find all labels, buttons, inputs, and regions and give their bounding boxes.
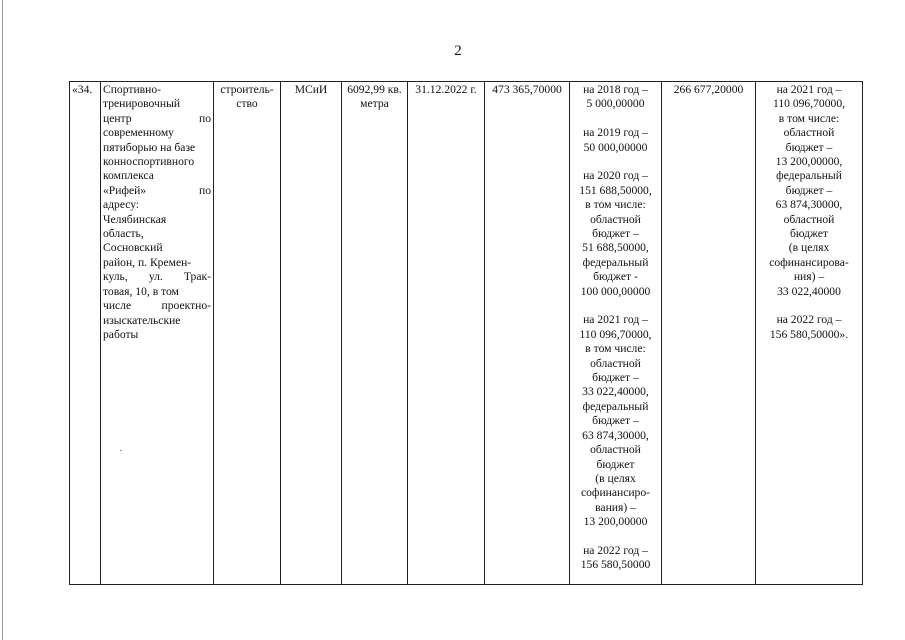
object-name-line [103, 97, 211, 111]
financing-line: софинансиро- [580, 486, 651, 500]
customer-text: МСиИ [294, 83, 328, 96]
financing-line: 5 000,00000 [586, 97, 645, 111]
financing-line: в том числе: [585, 198, 646, 212]
object-name-line [103, 126, 211, 140]
object-name-word: современному [103, 126, 174, 140]
row-number: «34. [72, 83, 93, 96]
remaining-line: федеральный [776, 169, 842, 183]
financing-line: на 2021 год – [583, 313, 648, 327]
work-type-cell [214, 82, 281, 585]
page-number: 2 [454, 43, 462, 59]
remaining-line: на 2021 год – [776, 83, 842, 96]
object-name-word: по [198, 111, 211, 125]
blank-line [572, 299, 659, 313]
page-left-edge-rule [2, 0, 3, 640]
remaining-line: (в целях [788, 241, 830, 255]
customer-cell [281, 82, 342, 585]
remaining-line: ния) – [793, 270, 825, 284]
object-name-word: Челябинская [103, 212, 167, 226]
remaining-line: бюджет – [785, 183, 833, 197]
object-name-word: изыскательские [103, 313, 181, 327]
financing-by-year-text [572, 83, 659, 573]
deadline-text: 31.12.2022 г. [415, 83, 477, 96]
investment-object-table [69, 81, 863, 585]
remaining-line: в том числе: [778, 111, 840, 125]
object-name-word: тренировочный [103, 97, 181, 111]
financing-line: на 2020 год – [583, 169, 648, 183]
capacity-line: метра [360, 97, 389, 111]
object-name-word: Сосновский [103, 241, 163, 255]
object-name-line [103, 198, 211, 212]
financing-line: бюджет - [593, 270, 638, 284]
remaining-line: 13 200,00000, [775, 155, 843, 169]
object-name-line [103, 328, 211, 342]
table-row [70, 82, 863, 585]
financing-line: 51 688,50000, [582, 241, 649, 255]
object-name-word: центр [103, 111, 132, 125]
remaining-line: бюджет [790, 227, 828, 241]
financing-line: в том числе: [585, 342, 646, 356]
remaining-line: бюджет – [785, 140, 833, 154]
financing-by-year-cell [570, 82, 662, 585]
object-name-word: Спортивно- [103, 83, 161, 96]
financing-line: 33 022,40000, [582, 385, 649, 399]
blank-line [572, 155, 659, 169]
remaining-line: на 2022 год – [776, 313, 842, 327]
financed-amount-text: 266 677,20000 [673, 83, 744, 96]
financing-line: на 2019 год – [583, 126, 648, 140]
remaining-line: областной [783, 212, 835, 226]
work-type-line: ство [236, 97, 258, 111]
scan-speck [120, 450, 122, 451]
object-name-line [103, 314, 211, 328]
financing-line: бюджет [596, 457, 635, 471]
object-name-word: ул. [148, 270, 163, 284]
remaining-line: софинансирова- [769, 255, 849, 269]
object-name-word: пятиборью на базе [103, 140, 196, 154]
remaining-line: 33 022,40000 [777, 284, 841, 298]
financing-line: бюджет – [592, 414, 639, 428]
object-name-line [103, 184, 211, 198]
object-name-line [103, 112, 211, 126]
object-name-line [103, 285, 211, 299]
remaining-line: областной [783, 126, 835, 140]
deadline-cell [408, 82, 485, 585]
financing-line: областной [590, 212, 641, 226]
object-name-line [103, 256, 211, 270]
financing-line: (в целях [595, 471, 636, 485]
object-name-word: конноспортивного [103, 155, 195, 169]
work-type-text [216, 83, 278, 112]
row-number-cell [70, 82, 101, 585]
object-name-word: Трак- [183, 270, 211, 284]
object-name-line [103, 270, 211, 284]
capacity-text [344, 83, 405, 112]
object-name-line [103, 227, 211, 241]
blank-line [758, 299, 860, 313]
object-name-word: комплекса [103, 169, 154, 183]
object-name-word: работы [103, 327, 139, 341]
object-name-word: по [198, 183, 211, 197]
remaining-financing-cell [756, 82, 863, 585]
financing-line: областной [590, 356, 641, 370]
object-name-word: проектно- [161, 299, 211, 313]
financing-line: 151 688,50000, [579, 183, 652, 197]
object-name-word: адресу: [103, 198, 140, 212]
object-name-word: «Рифей» [103, 183, 147, 197]
object-name-word: куль, [103, 270, 128, 284]
object-name-word: товая, 10, в том [103, 284, 179, 298]
remaining-financing-text [758, 83, 860, 342]
work-type-line: строитель- [220, 83, 274, 96]
object-name-line [103, 83, 211, 97]
blank-line [572, 530, 659, 544]
estimated-cost-text: 473 365,70000 [492, 83, 562, 96]
financing-line: на 2018 год – [583, 83, 648, 96]
object-name-line [103, 213, 211, 227]
object-name-line [103, 241, 211, 255]
remaining-line: 110 096,70000, [772, 97, 846, 111]
object-name-line [103, 169, 211, 183]
capacity-cell [342, 82, 408, 585]
object-name-word: числе [103, 299, 132, 313]
object-name-word: область, [103, 227, 144, 241]
object-name-line [103, 299, 211, 313]
financing-line: 110 096,70000, [579, 327, 652, 341]
financing-line: 100 000,00000 [580, 284, 651, 298]
capacity-line: 6092,99 кв. [347, 83, 402, 96]
object-name-line [103, 155, 211, 169]
financed-amount-cell [662, 82, 756, 585]
estimated-cost-cell [485, 82, 570, 585]
financing-line: 156 580,50000 [580, 558, 651, 572]
financing-line: 13 200,00000 [583, 515, 648, 529]
object-name-cell [101, 82, 214, 585]
financing-line: областной [590, 443, 641, 457]
financing-line: бюджет – [592, 227, 639, 241]
financing-line: бюджет – [592, 371, 639, 385]
object-name-text [103, 83, 211, 342]
financing-line: федеральный [582, 399, 649, 413]
financing-line: федеральный [582, 255, 649, 269]
remaining-line: 156 580,50000». [769, 327, 849, 341]
object-name-line [103, 141, 211, 155]
financing-line: 63 874,30000, [582, 428, 649, 442]
financing-line: на 2022 год – [583, 543, 648, 557]
blank-line [572, 112, 659, 126]
financing-line: вания) – [595, 500, 636, 514]
financing-line: 50 000,00000 [583, 140, 648, 154]
object-name-word: район, п. Кремен- [103, 255, 192, 269]
remaining-line: 63 874,30000, [775, 198, 843, 212]
